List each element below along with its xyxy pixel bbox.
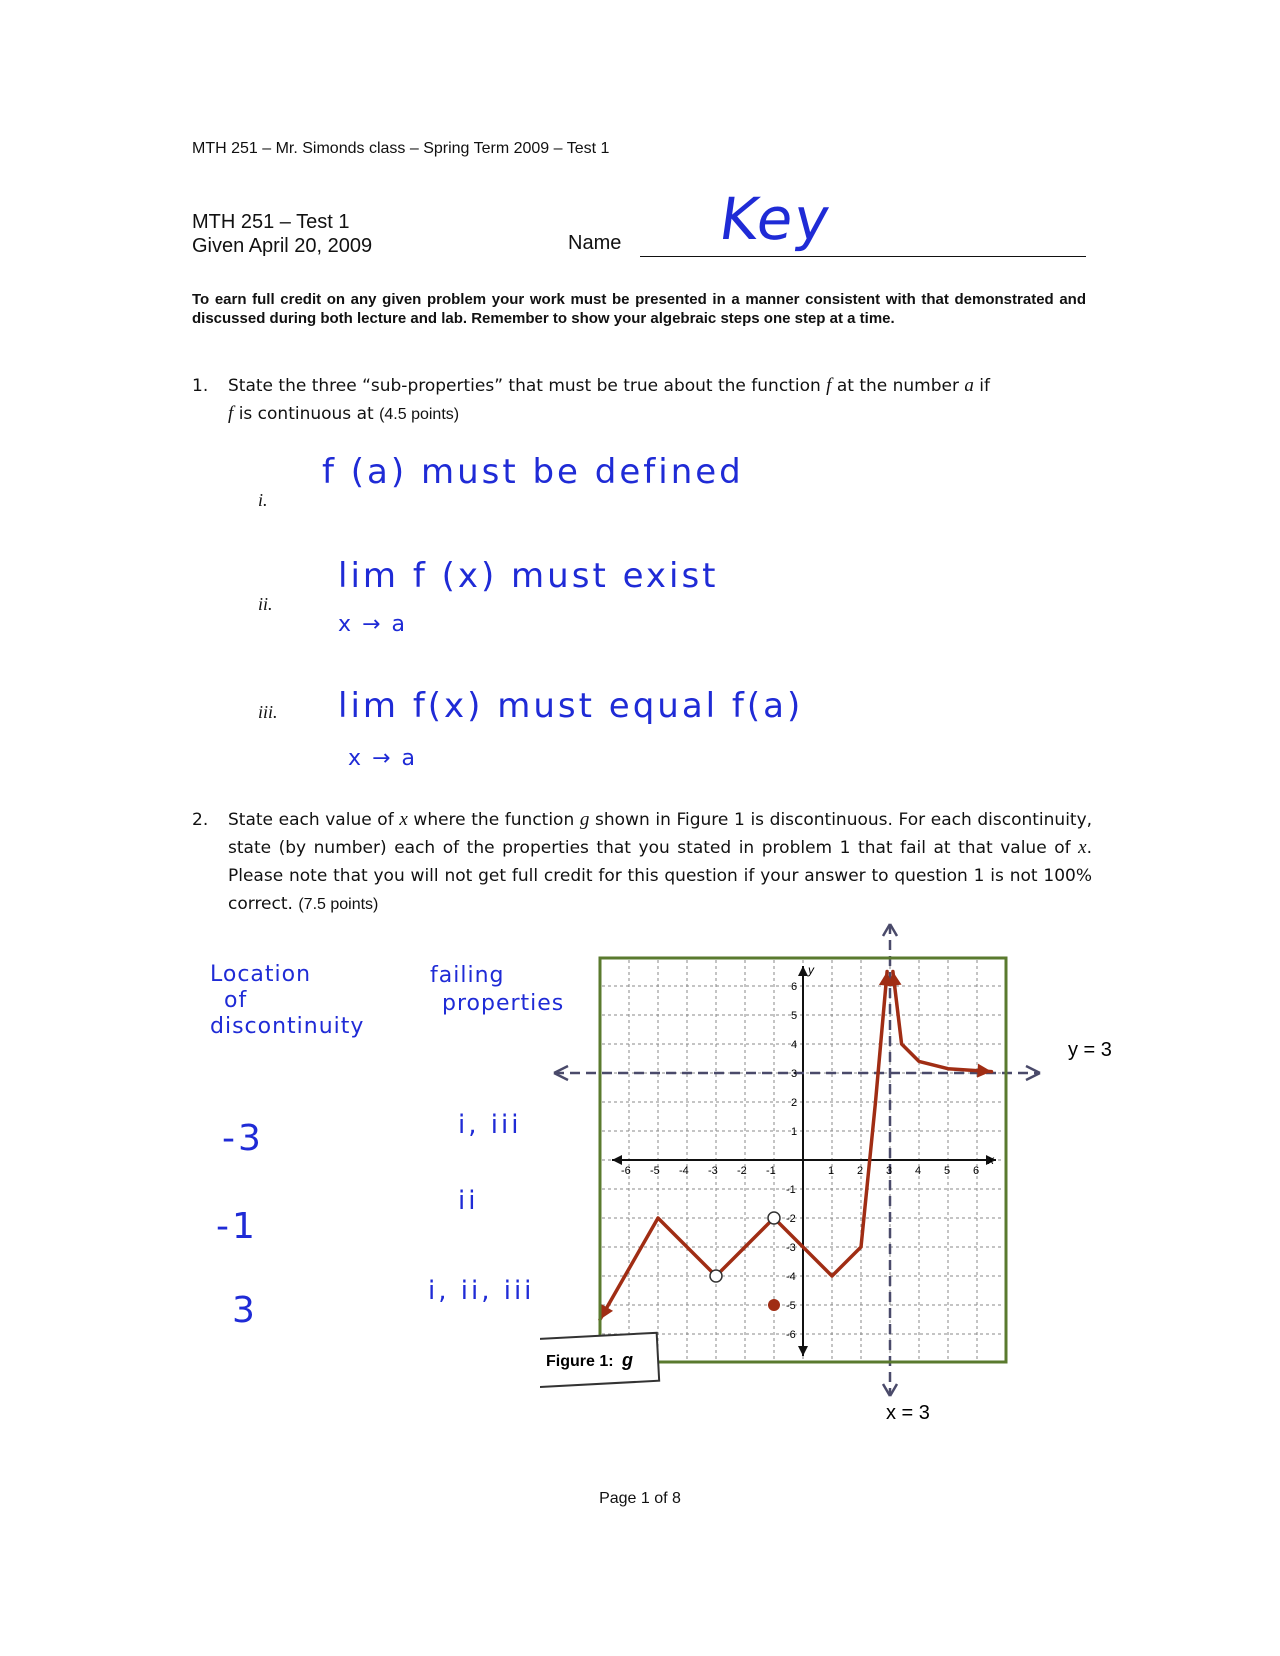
- x-tick-label: -3: [708, 1165, 718, 1177]
- y-tick-label: 1: [791, 1126, 798, 1138]
- figure-1-graph: [540, 920, 1160, 1450]
- location-row-2: -1: [216, 1206, 258, 1247]
- header-word: discontinuity: [210, 1014, 365, 1039]
- figure-caption: [540, 1333, 659, 1387]
- header-word: properties: [442, 991, 565, 1016]
- var-f: f: [228, 403, 234, 424]
- y-tick-label: 5: [791, 1010, 798, 1022]
- q2-points: (7.5 points): [298, 896, 379, 913]
- y-tick-label: -5: [786, 1300, 796, 1312]
- name-line: [640, 256, 1086, 257]
- table-header-location: [210, 962, 364, 1040]
- x-tick-label: -2: [737, 1165, 747, 1177]
- answer-ii: lim f (x) must exist: [338, 556, 719, 596]
- var-g: g: [579, 809, 590, 830]
- y-tick-label: 4: [791, 1039, 798, 1051]
- y-tick-label: 3: [791, 1068, 798, 1080]
- x-tick-label: 2: [857, 1165, 864, 1177]
- y-tick-label: -1: [786, 1184, 796, 1196]
- x-tick-label: -4: [679, 1165, 689, 1177]
- y-tick-label: -2: [786, 1213, 796, 1225]
- name-answer-key: Key: [715, 185, 836, 253]
- caption-text: Figure 1:: [546, 1353, 614, 1370]
- x-tick-label: 4: [915, 1165, 922, 1177]
- course-header: MTH 251 – Mr. Simonds class – Spring Term 2009 – Test 1: [192, 140, 610, 157]
- q2-text-d: . Please note that you will not get full credit for this question if your answer to question 1 is not 100% correct.: [228, 838, 1092, 914]
- function-curve: [600, 972, 992, 1320]
- y-tick-label: -6: [786, 1329, 796, 1341]
- y-tick-label: 2: [791, 1097, 798, 1109]
- q2-text-c: shown in Figure 1 is discontinuous. For each discontinuity, state (by number) each of the properties that you stated in problem 1 that fail at that value of: [228, 810, 1093, 858]
- question-number: 1.: [192, 376, 209, 396]
- item-label-i: i.: [258, 490, 268, 510]
- x-tick-label: -6: [621, 1165, 631, 1177]
- q1-text-c: if: [979, 376, 991, 396]
- var-x: x: [1078, 837, 1087, 858]
- name-label: Name: [568, 232, 622, 254]
- answer-i: f (a) must be defined: [322, 452, 744, 492]
- question-2-text: [228, 806, 1092, 919]
- y-axis-label: y: [808, 963, 814, 977]
- x-tick-label: -1: [766, 1165, 776, 1177]
- vertical-asymptote-label: x = 3: [886, 1402, 930, 1424]
- q1-text-b: at the number: [836, 376, 959, 396]
- item-label-iii: iii.: [258, 702, 278, 722]
- open-point: [768, 1212, 780, 1224]
- x-tick-label: 1: [828, 1165, 835, 1177]
- properties-row-2: ii: [458, 1186, 479, 1216]
- properties-row-3: i, ii, iii: [428, 1276, 535, 1306]
- open-point: [710, 1270, 722, 1282]
- var-a: a: [964, 375, 974, 396]
- y-tick-label: -4: [786, 1271, 796, 1283]
- location-row-3: 3: [232, 1290, 258, 1331]
- var-f: f: [826, 375, 832, 396]
- answer-iii: lim f(x) must equal f(a): [338, 686, 804, 726]
- x-tick-label: 6: [973, 1165, 980, 1177]
- var-x: x: [399, 809, 408, 830]
- header-word: of: [224, 988, 248, 1013]
- header-word: failing: [430, 963, 505, 988]
- answer-ii-subscript: x → a: [338, 612, 407, 637]
- instructions: To earn full credit on any given problem your work must be presented in a manner consistent with that demonstrated and discussed during both lecture and lab. Remember to show your algebraic steps one step at a time.: [192, 291, 1086, 327]
- x-tick-label: 3: [886, 1165, 893, 1177]
- y-tick-label: -3: [786, 1242, 796, 1254]
- y-tick-label: 6: [791, 981, 798, 993]
- question-2: [192, 806, 1092, 919]
- properties-row-1: i, iii: [458, 1110, 522, 1140]
- header-word: Location: [210, 962, 312, 987]
- axes: [612, 966, 996, 1356]
- q1-points: (4.5 points): [379, 406, 460, 423]
- q1-text-a: State the three “sub-properties” that must be true about the function: [228, 376, 821, 396]
- curve-arrow-right: [977, 1064, 991, 1078]
- q2-text-a: State each value of: [228, 810, 394, 830]
- test-title-block: [192, 210, 372, 258]
- horizontal-asymptote-label: y = 3: [1068, 1039, 1112, 1061]
- location-row-1: -3: [222, 1118, 264, 1159]
- test-date: Given April 20, 2009: [192, 235, 373, 257]
- x-tick-label: -5: [650, 1165, 660, 1177]
- q2-text-b: where the function: [413, 810, 575, 830]
- test-title: MTH 251 – Test 1: [192, 211, 350, 233]
- question-number: 2.: [192, 810, 209, 830]
- closed-point: [768, 1299, 780, 1311]
- q1-text-d: is continuous at: [238, 404, 374, 424]
- item-label-ii: ii.: [258, 594, 273, 614]
- question-1: [192, 372, 1092, 429]
- x-axis-label: x: [988, 1153, 994, 1167]
- x-tick-label: 5: [944, 1165, 951, 1177]
- page-footer: Page 1 of 8: [599, 1490, 681, 1507]
- question-1-text: [228, 372, 1092, 429]
- answer-iii-subscript: x → a: [348, 746, 417, 771]
- caption-var: g: [622, 1350, 633, 1370]
